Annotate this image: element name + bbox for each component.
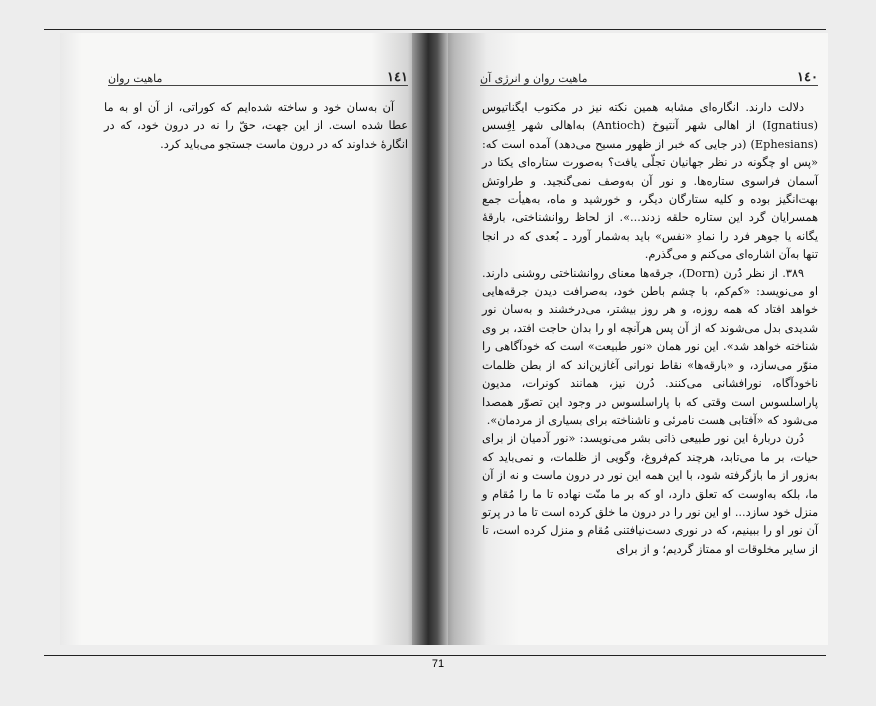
book-gutter-shadow [412,33,448,645]
right-running-head: ماهیت روان و انرژی آن [480,72,588,85]
left-page-number: ١٤١ [387,70,408,85]
left-page-body [104,99,408,154]
left-book-page [60,33,422,645]
right-page-number: ١٤٠ [797,70,818,85]
bottom-rule [44,655,826,656]
left-page-header [108,67,408,86]
right-book-page [422,33,828,645]
top-rule [44,29,826,30]
right-paragraph: دُرن دربارهٔ این نور طبیعی ذاتی بشر می‌نویسد: «نور آدمیان از برای حیات، بر ما می‌تابد، هرچند کم‌فروغ، وگویی از ظلمات، و نمی‌باید که به‌زور از ما بازگرفته شود، با این همه این نور در درون ماست و نه از آن ما، بلکه به‌اوست که تعلق دارد، او که بر ما منّت نهاده تا ما را مُقام و منزل خود سازد... او این نور را در درون ما خلق کرده است تا ما در پرتو آن نور او را ببینیم، که در نوری دست‌نیافتنی مُقام و منزل کرده است، تا از سایر مخلوقات او ممتاز گردیم؛ و از برای [482,432,818,556]
left-running-head: ماهیت روان [108,72,163,85]
left-paragraph: آن به‌سان خود و ساخته شده‌ایم که کوراتی، از آن او به ما عطا شده است. از این جهت، حقّ را نه در درون خود، که در انگارهٔ خداوند که در درون ماست جستجو می‌باید کرد. [104,101,408,151]
right-paragraph: دلالت دارند. انگاره‌ای مشابه همین نکته نیز در مکتوب ایگناتیوس (Ignatius) از اهالی شهر آنتیوخ (Antioch) به‌اهالی شهر اِفِسس (Ephesians) (در جایی که خبر از ظهور مسیح می‌دهد) آمده است که: «پس او چگونه در نظر جهانیان تجلّی یافت؟ به‌صورت ستاره‌ای یکتا در آسمان فراسوی ستاره‌ها. و نور آن به‌وصف نمی‌گنجید. و طراوتش بهت‌انگیز بوده و کلیه ستارگان دیگر، و خورشید و ماه، به‌هیأت جمع همسرایان گرد این ستاره حلقه زدند...». از لحاظ روانشناختی، بارقهٔ یگانه یا جوهر فرد را نمادِ «نفس» باید به‌شمار آورد ـ بُعدی که در انجا تنها به‌آن اشاره‌ای می‌کنم و می‌گذرم. [482,101,818,262]
scanned-book-spread [60,33,828,645]
viewer-page-number: 71 [431,658,445,670]
right-page-body [482,99,818,559]
right-paragraph: ٣٨٩. از نظر دُرن (Dorn)، جرقه‌ها معنای روانشناختی روشنی دارند. او می‌نویسد: «کم‌کم، با چشم باطن خود، به‌صرافت دیدن جرقه‌هایی خواهد افتاد که همه روزه، و هر روز بیشتر، می‌درخشند و به‌سان نور شدیدی بدل می‌شوند که از آن پس هرآنچه او را بدان حاجت افتد، بر وی شناخته خواهد شد». این نور همان «نور طبیعت» است که خودآگاهی را منوّر می‌سازد، و «بارقه‌ها» نقاط نورانی آغازین‌اند که از بطن ظلمات ناخودآگاه، نورافشانی می‌کنند. دُرن نیز، همانند کونرات، مدیون پاراسلسوس است وقتی که با پاراسلسوس در وجود این تصوّر همصدا می‌شود که «آفتابی هست نامرئی و ناشناخته برای بسیاری از مردمان». [482,266,818,427]
right-page-header [480,67,818,86]
